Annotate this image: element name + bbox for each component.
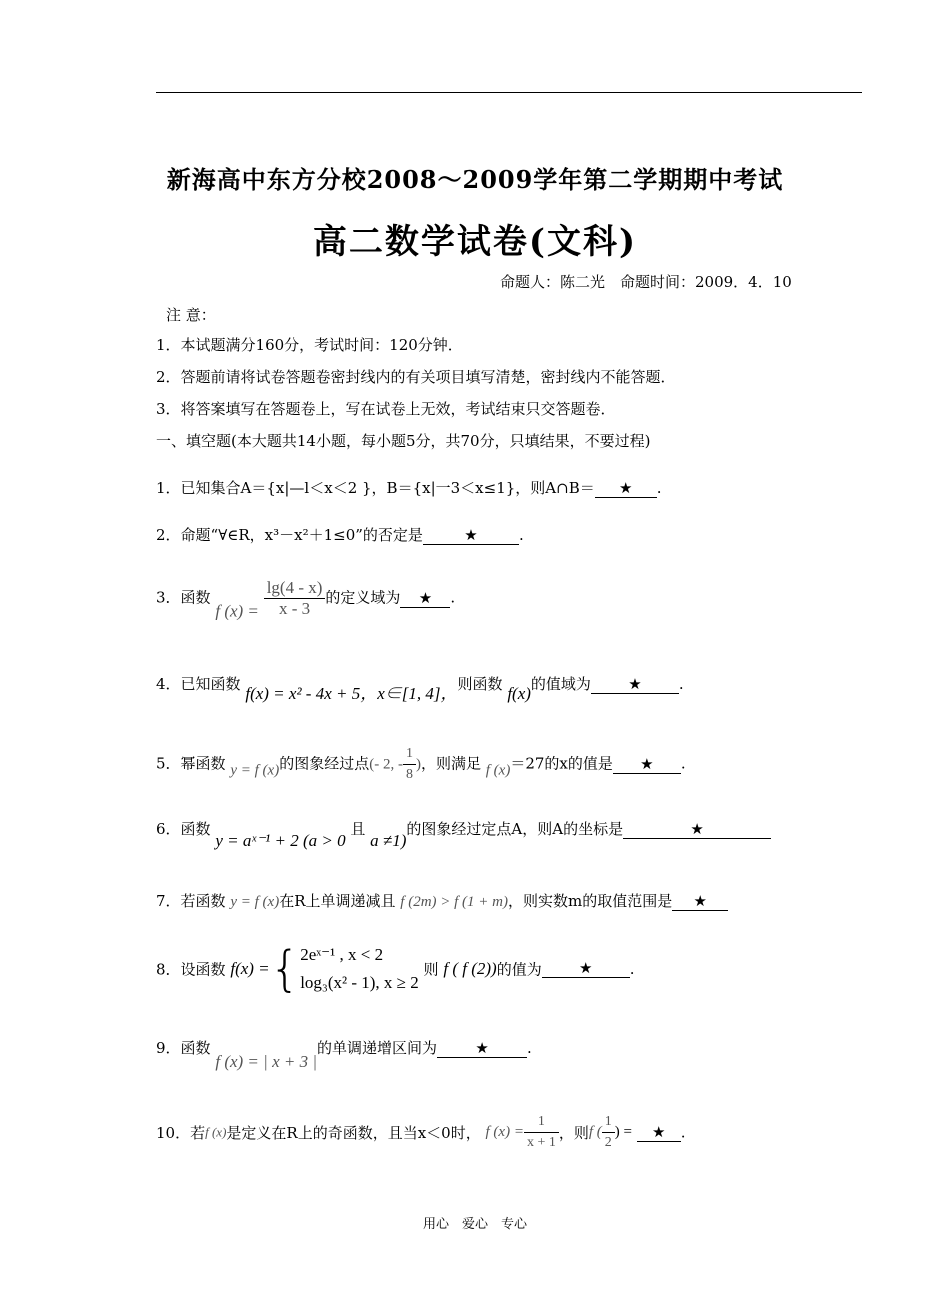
q3-fx: f (x) =	[215, 601, 259, 621]
q8-fx: f(x) =	[230, 959, 270, 978]
q10-text-3: ，则	[558, 1124, 589, 1142]
q4-text-3: 的值域为	[530, 675, 591, 693]
q2-end: .	[518, 526, 524, 544]
page-footer: 用心 爱心 专心	[422, 1217, 527, 1232]
question-3	[156, 578, 455, 622]
star-icon: ★	[578, 959, 593, 977]
q10-end: .	[680, 1123, 686, 1142]
q3-fraction	[264, 578, 326, 619]
section-heading: 一、填空题(本大题共14小题，每小题5分，共70分，只填结果，不要过程)	[156, 432, 651, 450]
q10-fx: f (x)	[205, 1124, 227, 1140]
exam-meta: 命题人：陈二光 命题时间：2009．4．10	[500, 273, 792, 291]
q7-number: 7．	[156, 892, 181, 910]
q10-text: 若	[190, 1124, 206, 1142]
q5-answer-blank[interactable]	[613, 756, 681, 774]
q10-denominator: x + 1	[526, 1135, 556, 1150]
q9-expr: f (x) = | x + 3 |	[215, 1052, 318, 1071]
q6-expr: y = aˣ⁻¹ + 2 (a > 0	[215, 831, 346, 850]
question-6	[156, 818, 771, 851]
q10-fx-3b: ) =	[614, 1124, 632, 1140]
question-4	[156, 673, 684, 704]
q10-half-num: 1	[602, 1112, 615, 1133]
q6-text-2: 的图象经过定点A，则A的坐标是	[406, 820, 624, 838]
star-icon: ★	[640, 754, 654, 773]
q7-text-2: 在R上单调递减且	[279, 892, 396, 910]
exam-school-title: 新海高中东方分校2008～2009学年第二学期期中考试	[166, 165, 784, 194]
q5-number: 5．	[156, 754, 181, 773]
q7-text: 若函数	[180, 892, 226, 910]
star-icon: ★	[618, 479, 633, 497]
q8-text-2: 则	[423, 960, 439, 979]
q6-number: 6．	[156, 820, 181, 838]
q6-text: 函数	[180, 820, 211, 838]
q10-number: 10．	[156, 1124, 191, 1142]
q5-fx: f (x)	[485, 762, 511, 779]
q3-text-2: 的定义域为	[325, 588, 401, 607]
q3-number: 3．	[156, 588, 181, 607]
q9-text-2: 的单调递增区间为	[317, 1039, 438, 1057]
q5-point-den: 8	[405, 767, 413, 782]
q10-numerator: 1	[524, 1112, 559, 1133]
q8-expr: f ( f (2))	[443, 959, 497, 978]
star-icon: ★	[628, 675, 642, 693]
q8-end: .	[629, 960, 635, 978]
question-9	[156, 1037, 532, 1072]
q7-answer-blank[interactable]	[672, 893, 728, 911]
q10-answer-blank[interactable]	[637, 1124, 681, 1142]
question-5	[156, 744, 686, 785]
star-icon: ★	[690, 820, 704, 838]
q5-point-num: 1	[403, 744, 416, 765]
q2-answer-blank[interactable]	[423, 527, 519, 545]
question-1	[156, 477, 662, 498]
q8-case-1: 2eˣ⁻¹ , x < 2	[300, 945, 384, 964]
q3-answer-blank[interactable]	[400, 590, 450, 608]
star-icon: ★	[475, 1039, 489, 1057]
q1-end: .	[656, 479, 662, 497]
question-7	[156, 890, 728, 911]
q5-end: .	[680, 754, 686, 773]
q4-text-2: 则函数	[457, 675, 503, 693]
q8-case-2: log₃(x² - 1), x ≥ 2	[300, 973, 419, 992]
q3-end: .	[450, 588, 456, 607]
q10-text-2: 是定义在R上的奇函数，且当x＜0时，	[226, 1124, 481, 1142]
notice-item-3: 3．将答案填写在答题卷上，写在试卷上无效，考试结束只交答题卷．	[156, 400, 616, 418]
q7-expr-2: f (2m) > f (1 + m)	[400, 894, 509, 910]
question-10	[156, 1112, 686, 1153]
q9-text: 函数	[180, 1039, 211, 1057]
q8-text-3: 的值为	[496, 960, 542, 979]
exam-paper-title: 高二数学试卷(文科)	[312, 222, 638, 262]
q10-fx-2: f (x) =	[485, 1124, 524, 1140]
q7-text-3: ，则实数m的取值范围是	[508, 892, 673, 910]
star-icon: ★	[652, 1122, 666, 1141]
q3-numerator: lg(4 - x)	[264, 578, 326, 599]
q4-number: 4．	[156, 675, 181, 693]
q5-text: 幂函数	[180, 754, 226, 773]
question-8	[156, 941, 634, 997]
q5-expr: y = f (x)	[230, 762, 280, 779]
q8-text: 设函数	[180, 960, 226, 979]
q10-half-fraction	[602, 1112, 615, 1153]
q2-number: 2．	[156, 526, 181, 544]
q5-text-2: 的图象经过点	[279, 754, 370, 773]
star-icon: ★	[418, 588, 433, 607]
notice-item-1: 1．本试题满分160分，考试时间：120分钟．	[156, 336, 463, 354]
q2-text: 命题“∀∈R，x³－x²＋1≤0”的否定是	[180, 526, 423, 544]
q1-text: 已知集合A＝{x|—l＜x＜2 }，B＝{x|一3＜x≤1}，则A∩B＝	[180, 479, 595, 497]
notice-item-2: 2．答题前请将试卷答题卷密封线内的有关项目填写清楚，密封线内不能答题．	[156, 368, 676, 386]
q10-half-den: 2	[604, 1135, 612, 1150]
q9-end: .	[527, 1039, 532, 1057]
q8-cases	[300, 941, 419, 997]
q4-end: .	[678, 675, 684, 693]
q10-fraction	[524, 1112, 559, 1153]
q4-answer-blank[interactable]	[591, 676, 679, 694]
q10-fx-3: f (	[588, 1124, 602, 1140]
star-icon: ★	[693, 892, 707, 910]
q4-expr: f(x) = x² - 4x + 5，x∈[1, 4]，	[245, 684, 458, 703]
question-2	[156, 524, 524, 545]
q3-text: 函数	[180, 588, 211, 607]
q5-point-a: (- 2, -	[369, 756, 403, 773]
q4-text: 已知函数	[180, 675, 241, 693]
q5-text-4: ＝27的x的值是	[510, 754, 613, 773]
q8-answer-blank[interactable]	[542, 960, 630, 978]
q6-qie: 且	[350, 820, 366, 838]
q1-answer-blank[interactable]	[595, 480, 657, 498]
q8-number: 8．	[156, 960, 181, 979]
q5-point-b: )	[415, 756, 421, 773]
q9-number: 9．	[156, 1039, 181, 1057]
q1-number: 1．	[156, 479, 181, 497]
q8-brace: {	[269, 941, 301, 997]
q6-answer-blank[interactable]	[623, 821, 771, 839]
q5-text-3: ，则满足	[420, 754, 481, 773]
notice-heading: 注 意：	[166, 306, 216, 324]
q6-expr-2: a ≠1)	[370, 831, 407, 850]
q9-answer-blank[interactable]	[437, 1040, 527, 1058]
star-icon: ★	[464, 526, 478, 544]
q3-denominator: x - 3	[278, 599, 311, 618]
top-rule	[156, 92, 862, 93]
q4-fx: f(x)	[507, 684, 531, 703]
q7-expr: y = f (x)	[230, 894, 280, 910]
q5-point-fraction	[403, 744, 416, 785]
